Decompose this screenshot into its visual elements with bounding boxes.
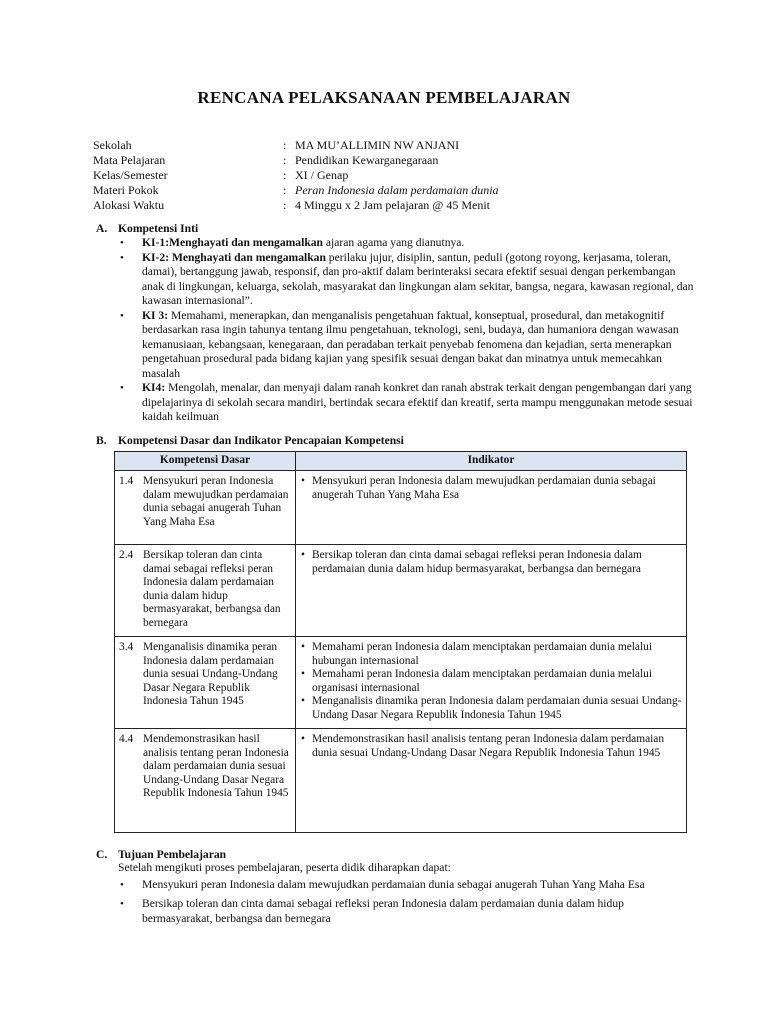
kd-number: 3.4	[119, 641, 134, 653]
kd-number: 4.4	[119, 733, 134, 745]
indicator-cell	[296, 545, 687, 637]
section-kompetensi-dasar	[96, 434, 696, 447]
info-row-alokasi-waktu	[93, 198, 499, 213]
column-header-indikator: Indikator	[296, 452, 687, 471]
ki-label: KI4:	[142, 381, 166, 394]
info-value: XI / Genap	[295, 168, 349, 182]
table-row	[115, 729, 687, 833]
section-kompetensi-inti	[96, 222, 696, 425]
indicator-list	[300, 475, 682, 502]
ki-text: Memahami, menerapkan, dan menganalisis pengetahuan faktual, konseptual, prosedural, dan metakognitif berdasarkan rasa ingin tahunya tentang ilmu pengetahuan, teknologi, seni, budaya, dan humaniora dengan wawasan kemanusiaan, kebangsaan, kenegaraan, dan peradaban terkait penyebab fenomena dan kejadian, serta menerapkan pengetahuan prosedural pada bidang kajian yang spesifik sesuai dengan bakat dan minatnya untuk memecahkan masalah	[142, 308, 679, 380]
ki-label: KI-1:Menghayati dan mengamalkan	[142, 236, 324, 249]
info-label: Sekolah	[93, 138, 132, 152]
indicator-item: • Mensyukuri peran Indonesia dalam mewujudkan perdamaian dunia sebagai anugerah Tuhan Yang Maha Esa	[300, 475, 682, 502]
ki-list	[96, 236, 696, 425]
indicator-cell	[296, 471, 687, 545]
list-item	[96, 236, 696, 251]
document-title: RENCANA PELAKSANAAN PEMBELAJARAN	[197, 88, 571, 107]
info-value: MA MU’ALLIMIN NW ANJANI	[295, 138, 460, 152]
ki-text: ajaran agama yang dianutnya.	[323, 236, 465, 249]
indicator-list	[300, 641, 682, 722]
section-tujuan-pembelajaran	[96, 848, 696, 926]
kd-text: Bersikap toleran dan cinta damai sebagai refleksi peran Indonesia dalam perdamaian dunia dalam hidup bermasyarakat, berbangsa dan bernegara	[143, 549, 281, 629]
info-value: 4 Minggu x 2 Jam pelajaran @ 45 Menit	[295, 198, 491, 212]
identity-block	[93, 138, 499, 213]
indicator-list	[300, 549, 682, 576]
list-item	[96, 251, 696, 309]
kd-cell	[115, 637, 296, 729]
list-item: • Mensyukuri peran Indonesia dalam mewujudkan perdamaian dunia sebagai anugerah Tuhan Yang Maha Esa	[96, 878, 696, 893]
list-item	[96, 381, 696, 425]
list-item: • Bersikap toleran dan cinta damai sebagai refleksi peran Indonesia dalam perdamaian dunia dalam hidup bermasyarakat, berbangsa dan bernegara	[96, 897, 696, 926]
table-row	[115, 545, 687, 637]
indicator-item: • Menganalisis dinamika peran Indonesia dalam perdamaian dunia sesuai Undang-Undang Dasar Negara Republik Indonesia Tahun 1945	[300, 695, 682, 722]
kd-cell	[115, 545, 296, 637]
info-row-mata-pelajaran	[93, 153, 499, 168]
kd-cell	[115, 471, 296, 545]
kd-number: 1.4	[119, 475, 134, 487]
indicator-item: • Memahami peran Indonesia dalam menciptakan perdamaian dunia melalui organisasi internasional	[300, 668, 682, 695]
kd-number: 2.4	[119, 549, 134, 561]
ki-label: KI-2: Menghayati dan mengamalkan	[142, 250, 326, 264]
info-colon: :	[283, 183, 287, 197]
info-value: Peran Indonesia dalam perdamaian dunia	[295, 183, 499, 197]
kd-cell	[115, 729, 296, 833]
info-colon: :	[283, 153, 287, 167]
indicator-list	[300, 733, 682, 760]
section-letter: A.	[96, 222, 108, 235]
table-row	[115, 471, 687, 545]
info-label: Mata Pelajaran	[93, 153, 166, 167]
info-row-materi-pokok	[93, 183, 499, 198]
table-header-row	[115, 452, 687, 471]
ki-label: KI 3:	[142, 308, 169, 322]
list-item	[96, 309, 696, 382]
info-colon: :	[283, 138, 287, 152]
tujuan-list	[96, 878, 696, 927]
ki-text: perilaku jujur, disiplin, santun, peduli (gotong royong, kerjasama, toleran, damai), bertanggung jawab, responsif, dan pro-aktif dalam berinteraksi secara efektif sesuai dengan perkembangan anak di lingkungan, keluarga, sekolah, masyarakat dan lingkungan alam sekitar, bangsa, negara, kawasan regional, dan kawasan internasional”.	[142, 250, 694, 307]
section-title: Kompetensi Dasar dan Indikator Pencapaian Kompetensi	[118, 434, 404, 447]
section-heading	[96, 222, 696, 235]
section-intro: Setelah mengikuti proses pembelajaran, peserta didik diharapkan dapat:	[118, 861, 451, 874]
column-header-kd: Kompetensi Dasar	[115, 452, 296, 471]
ki-text: Mengolah, menalar, dan menyaji dalam ranah konkret dan ranah abstrak terkait dengan pengembangan dari yang dipelajarinya di sekolah secara mandiri, bertindak secara efektif dan kreatif, serta mampu menggunakan metode sesuai kaidah keilmuan	[142, 381, 693, 423]
kd-text: Menganalisis dinamika peran Indonesia dalam perdamaian dunia sesuai Undang-Undang Dasar Negara Republik Indonesia Tahun 1945	[143, 641, 278, 707]
info-row-kelas-semester	[93, 168, 499, 183]
info-value: Pendidikan Kewarganegaraan	[295, 153, 439, 167]
section-title: Kompetensi Inti	[118, 222, 199, 235]
indicator-cell	[296, 637, 687, 729]
kd-text: Mensyukuri peran Indonesia dalam mewujudkan perdamaian dunia sebagai anugerah Tuhan Yang Maha Esa	[143, 475, 289, 528]
indicator-cell	[296, 729, 687, 833]
section-letter: B.	[96, 434, 107, 447]
section-heading	[96, 848, 696, 861]
section-letter: C.	[96, 848, 108, 861]
info-colon: :	[283, 168, 287, 182]
info-label: Materi Pokok	[93, 183, 159, 197]
info-row-sekolah	[93, 138, 499, 153]
indicator-item: • Memahami peran Indonesia dalam menciptakan perdamaian dunia melalui hubungan internasional	[300, 641, 682, 668]
info-label: Kelas/Semester	[93, 168, 168, 182]
indicator-item: • Mendemonstrasikan hasil analisis tentang peran Indonesia dalam perdamaian dunia sesuai Undang-Undang Dasar Negara Republik Indonesia Tahun 1945	[300, 733, 682, 760]
info-colon: :	[283, 198, 287, 212]
kd-indicator-table	[114, 451, 687, 833]
section-title: Tujuan Pembelajaran	[118, 848, 227, 861]
info-label: Alokasi Waktu	[93, 198, 165, 212]
indicator-item: • Bersikap toleran dan cinta damai sebagai refleksi peran Indonesia dalam perdamaian dunia dalam hidup bermasyarakat, berbangsa dan bernegara	[300, 549, 682, 576]
table-row	[115, 637, 687, 729]
kd-text: Mendemonstrasikan hasil analisis tentang peran Indonesia dalam perdamaian dunia sesuai Undang-Undang Dasar Negara Republik Indonesia Tahun 1945	[143, 733, 289, 799]
section-heading	[96, 434, 696, 447]
